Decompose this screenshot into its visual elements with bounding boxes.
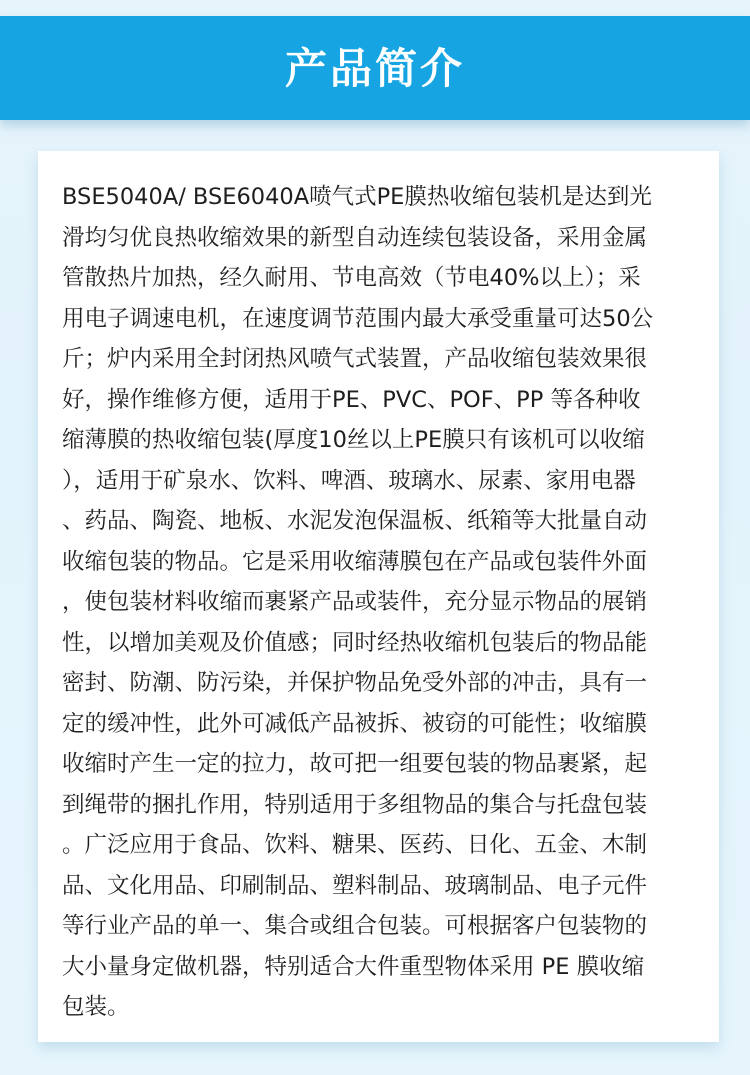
page-title: 产品简介 bbox=[284, 44, 465, 93]
product-description: BSE5040A/ BSE6040A喷气式PE膜热收缩包装机是达到光 滑均匀优良热收缩效果的新型自动连续包装设备，采用金属 管散热片加热，经久耐用、节电高效（节电40%以上）；采 用电子调速电机，在速度调节范围内最大承受重量可达50公 斤；炉内采用全封闭热风喷气式装置，产品收缩包装效果很 好，操作维修方便，适用于PE、PVC、POF、PP 等各种收 缩薄膜的热收缩包装(厚度10丝以上PE膜只有该机可以收缩 ），适用于矿泉水、饮料、啤酒、玻璃水、尿素、家用电器 、药品、陶瓷、地板、水泥发泡保温板、纸箱等大批量自动 收缩包装的物品。它是采用收缩薄膜包在产品或包装件外面 ，使包装材料收缩而裹紧产品或装件，充分显示物品的展销 性，以增加美观及价值感；同时经热收缩机包装后的物品能 密封、防潮、防污染，并保护物品免受外部的冲击，具有一 定的缓冲性，此外可减低产品被拆、被窃的可能性；收缩膜 收缩时产生一定的拉力，故可把一组要包装的物品裹紧，起 到绳带的捆扎作用，特别适用于多组物品的集合与托盘包装 。广泛应用于食品、饮料、糖果、医药、日化、五金、木制 品、文化用品、印刷制品、塑料制品、玻璃制品、电子元件 等行业产品的单一、集合或组合包装。可根据客户包装物的 大小量身定做机器，特别适合大件重型物体采用 PE 膜收缩 包装。 bbox=[62, 184, 654, 1020]
content-card bbox=[38, 151, 719, 1042]
title-banner bbox=[0, 16, 750, 120]
